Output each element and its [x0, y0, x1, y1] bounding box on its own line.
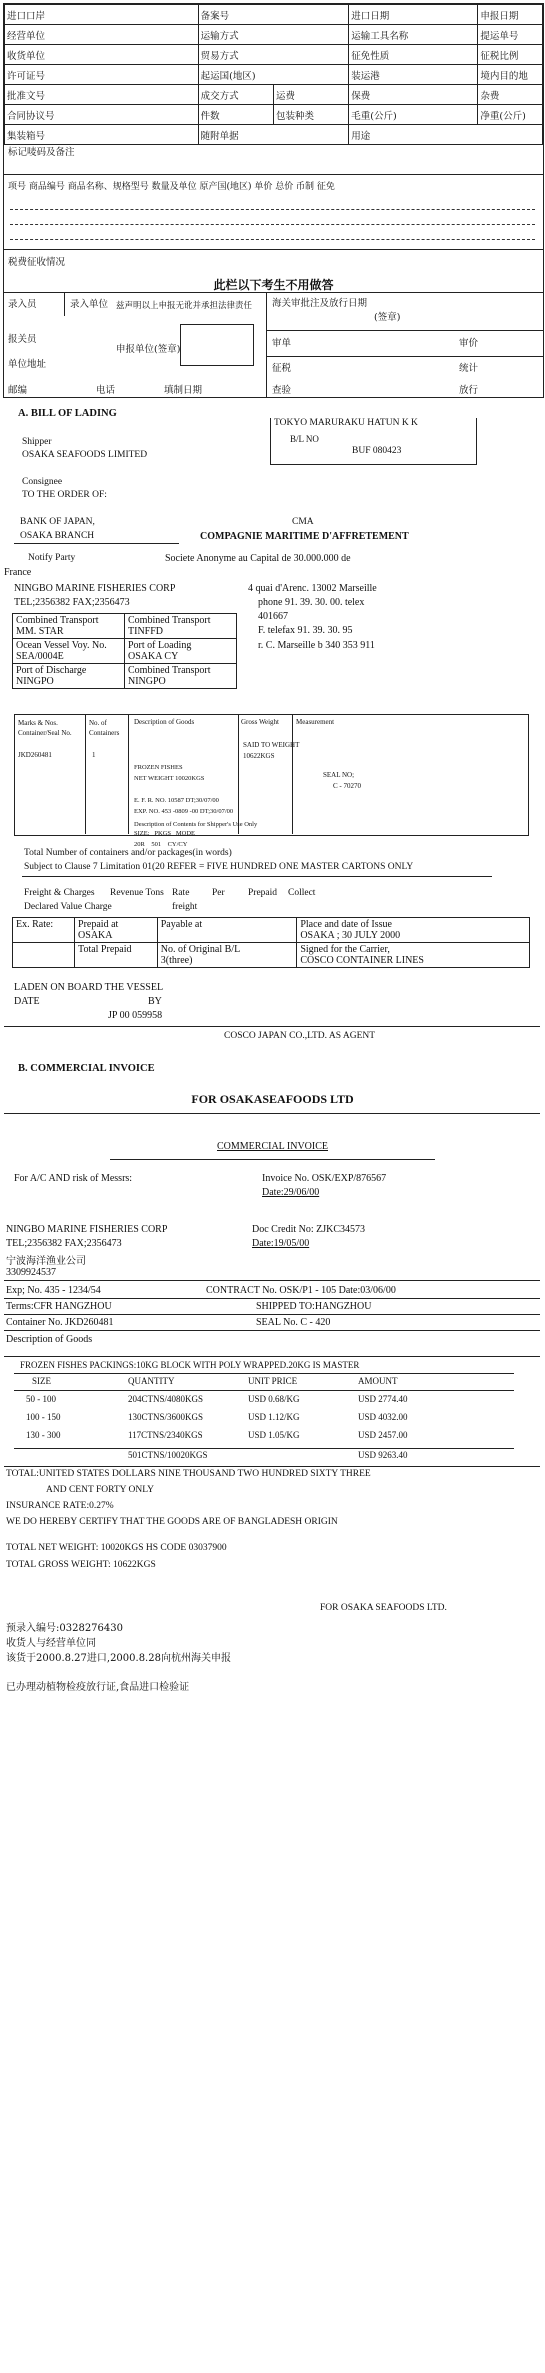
field-operating-unit: 经营单位 — [5, 25, 199, 45]
freight-word: freight — [172, 902, 198, 912]
import-notes — [6, 1621, 231, 1695]
field-declare-date: 申报日期 — [478, 5, 543, 25]
invoice-header: FOR OSAKASEAFOODS LTD — [191, 1092, 354, 1106]
consignee-label: Consignee — [22, 477, 63, 487]
bank-line-1: BANK OF JAPAN, — [20, 517, 95, 527]
total-gross-weight: TOTAL GROSS WEIGHT: 10622KGS — [6, 1560, 156, 1570]
transport-cell: Port of Discharge NINGPO — [13, 664, 125, 689]
transport-grid — [12, 613, 237, 689]
tax-info-label: 税费征收情况 — [8, 257, 66, 268]
address-line-3: 401667 — [258, 611, 288, 622]
payment-grid — [12, 917, 530, 968]
field-freight: 运费 — [273, 85, 348, 105]
price-review-label: 审价 — [459, 338, 479, 349]
declaration-header-table — [4, 4, 543, 145]
goods-header-description: Description of Goods — [134, 718, 195, 726]
per-label: Per — [212, 888, 225, 898]
invoice-table-header: SIZE QUANTITY UNIT PRICE AMOUNT — [32, 1376, 398, 1386]
invoice-title: COMMERCIAL INVOICE — [216, 1141, 328, 1152]
note-line: 已办理动植物检疫放行证,食品进口检验证 — [6, 1682, 190, 1693]
customs-approval-title: 海关审批注及放行日期 — [272, 298, 368, 309]
review-label: 审单 — [272, 338, 292, 349]
origin-certification: WE DO HEREBY CERTIFY THAT THE GOODS ARE OF BANGLADESH ORIGIN — [6, 1517, 338, 1527]
by-label: BY — [148, 996, 162, 1007]
inspect-label: 查验 — [272, 385, 292, 396]
table-row: 50 - 100 204CTNS/4080KGS USD 0.68/KG USD 2774.40 — [26, 1394, 408, 1404]
goods-description-footer: Description of Contents for Shipper's Use Only — [134, 821, 258, 828]
transport-cell: Port of Loading OSAKA CY — [125, 639, 237, 664]
items-header: 项号 商品编号 商品名称、规格型号 数量及单位 原产国(地区) 单价 总价 币制 征免 — [8, 182, 335, 192]
field-attached-docs: 随附单据 — [198, 125, 349, 145]
goods-gross-weight: SAID TO WEIGHT 10622KGS — [243, 741, 300, 760]
shipped-to: SHIPPED TO:HANGZHOU — [256, 1301, 372, 1312]
societe-line: Societe Anonyme au Capital de 30.000.000 de — [165, 553, 351, 564]
release-label: 放行 — [459, 385, 479, 396]
field-trade-mode: 贸易方式 — [198, 45, 349, 65]
table-row: 100 - 150 130CTNS/3600KGS USD 1.12/KG USD 4032.00 — [26, 1412, 408, 1422]
seal-number: SEAL No. C - 420 — [256, 1317, 331, 1328]
seal-box — [180, 324, 254, 366]
note-line: 该货于2000.8.27进口,2000.8.28向杭州海关申报 — [6, 1653, 231, 1664]
carrier-top: TOKYO MARURAKU HATUN K K — [274, 418, 418, 428]
table-total-row: 501CTNS/10020KGS USD 9263.40 — [128, 1450, 408, 1460]
export-number: Exp; No. 435 - 1234/54 — [6, 1285, 101, 1296]
goods-marks-value: JKD260481 — [18, 751, 52, 759]
field-import-port: 进口口岸 — [5, 5, 199, 25]
france-line: France — [4, 567, 32, 578]
field-levy-ratio: 征税比例 — [478, 45, 543, 65]
company-name: COMPAGNIE MARITIME D'AFFRETEMENT — [200, 531, 409, 542]
total-net-weight: TOTAL NET WEIGHT: 10020KGS HS CODE 03037900 — [6, 1543, 227, 1553]
goods-containers-value: 1 — [92, 751, 96, 759]
field-insurance: 保费 — [349, 85, 478, 105]
field-consignee-unit: 收货单位 — [5, 45, 199, 65]
goods-description-lines: FROZEN FISHES NET WEIGHT 10020KGS E. F. R. NO. 10587 DT;30/07/00 EXP. NO. 453 -0809 -00 DT;30/07/00 SIZE; PKGS MODE 20R 501 CY/CY — [134, 764, 234, 848]
freight-charges-label: Freight & Charges — [24, 888, 95, 898]
prepaid-at-cell: Prepaid at OSAKA — [75, 918, 158, 943]
field-levy-nature: 征免性质 — [349, 45, 478, 65]
customs-sign-label: (签章) — [374, 312, 401, 323]
field-contract-no: 合同协议号 — [5, 105, 199, 125]
entry-unit-label: 录入单位 — [70, 299, 109, 310]
field-destination: 境内目的地 — [478, 65, 543, 85]
field-origin-country: 起运国(地区) — [198, 65, 349, 85]
insurance-rate: INSURANCE RATE:0.27% — [6, 1501, 114, 1511]
table-row: 130 - 300 117CTNS/2340KGS USD 1.05/KG USD 2457.00 — [26, 1430, 408, 1440]
field-transport-name: 运输工具名称 — [349, 25, 478, 45]
total-packages-value: Subject to Clause 7 Limitation 01(20 REFER = FIVE HUNDRED ONE MASTER CARTONS ONLY — [24, 862, 414, 872]
container-number: Container No. JKD260481 — [6, 1317, 114, 1328]
field-record-no: 备案号 — [198, 5, 349, 25]
no-original-cell: No. of Original B/L 3(three) — [157, 943, 297, 968]
transport-cell: Ocean Vessel Voy. No. SEA/0004E — [13, 639, 125, 664]
transport-cell: Combined Transport MM. STAR — [13, 614, 125, 639]
bank-line-2: OSAKA BRANCH — [20, 531, 95, 541]
empty-cell — [13, 943, 75, 968]
buyer-chinese-name: 宁波海洋渔业公司 — [6, 1256, 86, 1267]
field-misc-fee: 杂费 — [478, 85, 543, 105]
field-usage: 用途 — [349, 125, 543, 145]
collect-label: Collect — [288, 888, 316, 898]
field-packing: 包装种类 — [273, 105, 348, 125]
carrier-agent: COSCO JAPAN CO.,LTD. AS AGENT — [224, 1031, 376, 1041]
customs-declaration-form — [3, 3, 544, 398]
date-label: DATE — [14, 996, 40, 1007]
total-packages-label: Total Number of containers and/or packages(in words) — [24, 848, 232, 858]
payable-at-cell: Payable at — [157, 918, 297, 943]
field-container-no: 集装箱号 — [5, 125, 199, 145]
field-transport-mode: 运输方式 — [198, 25, 349, 45]
declarer-label: 报关员 — [8, 334, 37, 345]
bill-section-title: A. BILL OF LADING — [18, 408, 117, 419]
field-approval-no: 批准文号 — [5, 85, 199, 105]
address-line-1: 4 quai d'Arenc. 13002 Marseille — [248, 583, 377, 594]
transport-cell: Combined Transport TINFFD — [125, 614, 237, 639]
goods-packing-line: FROZEN FISHES PACKINGS:10KG BLOCK WITH POLY WRAPPED.20KG IS MASTER — [20, 1360, 360, 1370]
field-bl-no: 提运单号 — [478, 25, 543, 45]
unit-address-label: 单位地址 — [8, 359, 47, 370]
laden-label: LADEN ON BOARD THE VESSEL — [14, 982, 164, 993]
notify-name: NINGBO MARINE FISHERIES CORP — [14, 583, 176, 594]
rate-label: Rate — [172, 888, 190, 898]
bl-no-label: B/L NO — [290, 434, 319, 444]
goods-header-marks: Marks & Nos. Container/Seal No. — [18, 719, 72, 737]
terms: Terms:CFR HANGZHOU — [6, 1301, 112, 1312]
field-gross-weight: 毛重(公斤) — [349, 105, 478, 125]
note-line: 收货人与经营单位同 — [6, 1638, 96, 1649]
declaring-unit-label: 申报单位(签章) — [116, 344, 181, 355]
note-line: 预录入编号:0328276430 — [6, 1623, 123, 1634]
invoice-signature: FOR OSAKA SEAFOODS LTD. — [320, 1603, 447, 1613]
shipper-value: OSAKA SEAFOODS LIMITED — [22, 450, 148, 460]
goods-header-gross: Gross Weight — [241, 718, 280, 726]
field-license-no: 许可证号 — [5, 65, 199, 85]
total-prepaid-cell: Total Prepaid — [75, 943, 158, 968]
levy-label: 征税 — [272, 363, 292, 374]
field-loading-port: 装运港 — [349, 65, 478, 85]
consignee-value: TO THE ORDER OF: — [22, 490, 107, 500]
marks-remarks-label: 标记唛码及备注 — [8, 147, 75, 158]
declared-value-label: Declared Value Charge — [24, 902, 112, 912]
bl-no-value: BUF 080423 — [352, 446, 402, 456]
ex-rate-cell: Ex. Rate: — [13, 918, 75, 943]
notify-tel: TEL;2356382 FAX;2356473 — [14, 597, 130, 608]
doc-credit-number: Doc Credit No: ZJKC34573 — [252, 1224, 366, 1235]
goods-header-containers: No. of Containers — [89, 719, 120, 737]
goods-seal-number: SEAL NO; C - 70270 — [323, 771, 361, 790]
field-pieces: 件数 — [198, 105, 273, 125]
declaration-statement: 兹声明以上申报无讹并承担法律责任 — [116, 301, 253, 311]
notify-label: Notify Party — [28, 553, 76, 563]
invoice-section-title: B. COMMERCIAL INVOICE — [18, 1063, 155, 1074]
prepaid-label: Prepaid — [248, 888, 278, 898]
total-amount-words-1: TOTAL:UNITED STATES DOLLARS NINE THOUSAND TWO HUNDRED SIXTY THREE — [6, 1469, 371, 1479]
fill-date-label: 填制日期 — [164, 385, 203, 396]
entry-clerk-label: 录入员 — [8, 299, 37, 310]
stats-label: 统计 — [459, 363, 479, 374]
postcode-label: 邮编 — [8, 385, 28, 396]
address-line-4: F. telefax 91. 39. 30. 95 — [258, 625, 353, 636]
shipper-label: Shipper — [22, 437, 52, 447]
transport-cell: Combined Transport NINGPO — [125, 664, 237, 689]
bottom-note-title: 此栏以下考生不用做答 — [213, 278, 334, 292]
field-import-date: 进口日期 — [349, 5, 478, 25]
place-date-cell: Place and date of Issue OSAKA ; 30 JULY 2000 — [297, 918, 530, 943]
revenue-tons-label: Revenue Tons — [110, 888, 164, 898]
buyer-name: NINGBO MARINE FISHERIES CORP — [6, 1224, 168, 1235]
cma-label: CMA — [292, 517, 314, 527]
contract-number: CONTRACT No. OSK/P1 - 105 Date:03/06/00 — [206, 1285, 396, 1296]
goods-header-measurement: Measurement — [296, 718, 335, 726]
invoice-number: Invoice No. OSK/EXP/876567 — [262, 1173, 387, 1184]
field-deal-mode: 成交方式 — [198, 85, 273, 105]
description-of-goods-label: Description of Goods — [6, 1334, 93, 1345]
total-amount-words-2: AND CENT FORTY ONLY — [46, 1485, 154, 1495]
buyer-code: 3309924537 — [6, 1267, 56, 1278]
invoice-table — [20, 1376, 520, 1466]
jp-number: JP 00 059958 — [108, 1010, 163, 1021]
address-line-2: phone 91. 39. 30. 00. telex — [258, 597, 365, 608]
field-net-weight: 净重(公斤) — [478, 105, 543, 125]
phone-label: 电话 — [96, 385, 116, 396]
account-risk-label: For A/C AND risk of Messrs: — [14, 1173, 133, 1184]
signed-cell: Signed for the Carrier, COSCO CONTAINER LINES — [297, 943, 530, 968]
address-line-5: r. C. Marseille b 340 353 911 — [258, 640, 375, 651]
doc-credit-date: Date:19/05/00 — [252, 1238, 310, 1249]
buyer-tel: TEL;2356382 FAX;2356473 — [6, 1238, 122, 1249]
invoice-date: Date:29/06/00 — [262, 1187, 320, 1198]
